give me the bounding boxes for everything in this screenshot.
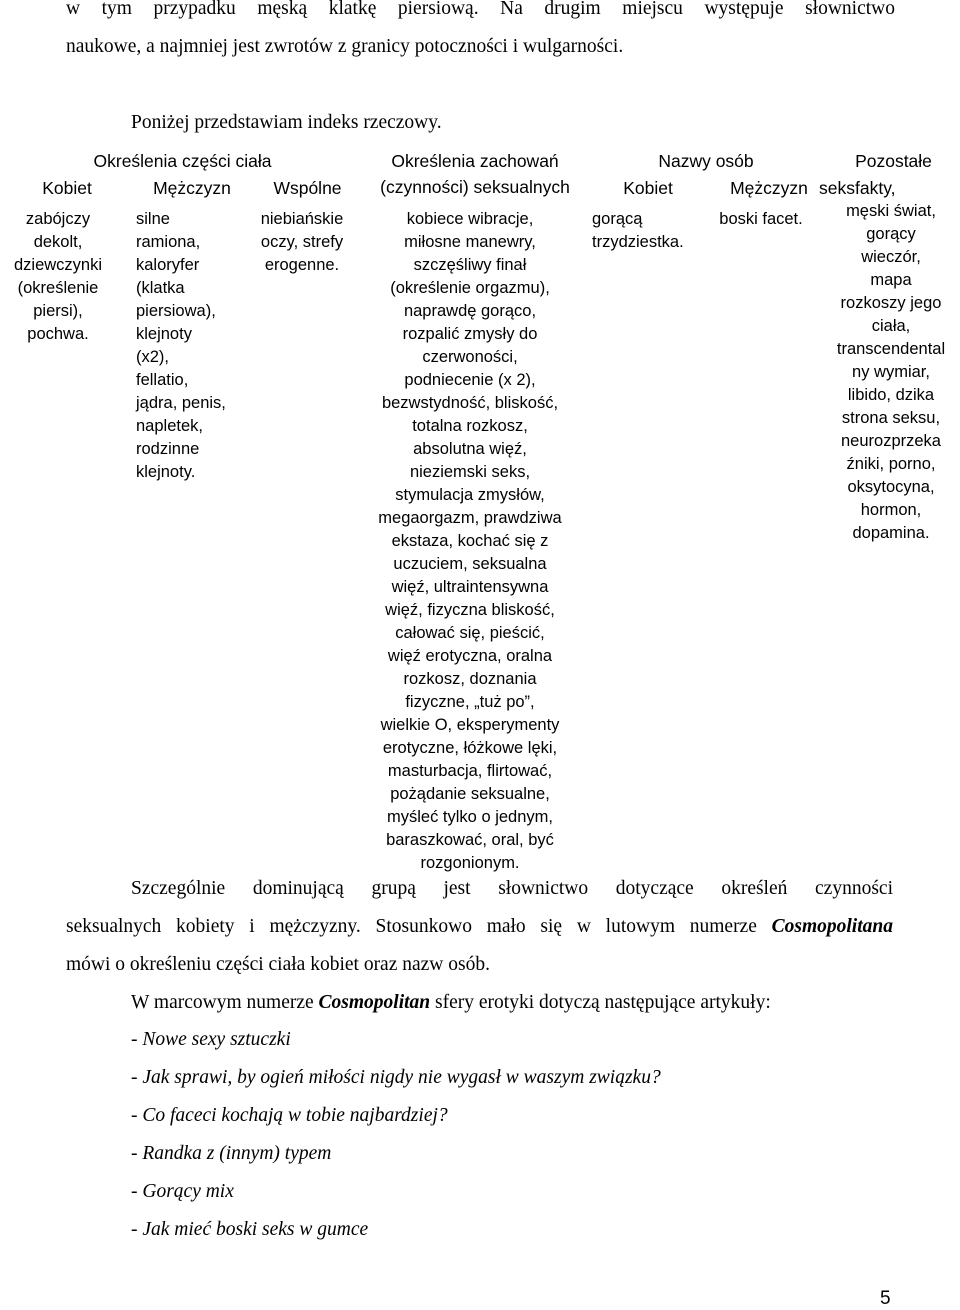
article-title: - Jak sprawi, by ogień miłości nigdy nie wygasł w waszym związku?	[131, 1067, 661, 1088]
cell-line: więź, fizyczna bliskość,	[385, 601, 555, 619]
cell-line: hormon,	[860, 501, 922, 519]
magazine-title: Cosmopolitana	[771, 916, 893, 937]
cell-line: dekolt,	[33, 233, 83, 251]
cell-line: więź erotyczna, oralna	[387, 647, 553, 665]
cell-line: jądra, penis,	[136, 394, 226, 412]
cell-line: męski świat,	[846, 202, 936, 220]
cell-line: baraszkować, oral, być	[386, 831, 554, 849]
cell-line: wielkie O, eksperymenty	[380, 716, 560, 734]
cell-line: podniecenie (x 2),	[404, 371, 536, 389]
cell-line: piersiowa),	[136, 302, 216, 320]
cell-behaviours	[364, 208, 576, 875]
cell-line: fellatio,	[136, 371, 189, 389]
article-title: - Co faceci kochają w tobie najbardziej?	[131, 1105, 448, 1126]
cell-line: ciała,	[871, 317, 911, 335]
magazine-title: Cosmopolitan	[318, 992, 431, 1013]
cell-line: dziewczynki	[13, 256, 103, 274]
cell-line: myśleć tylko o jednym,	[387, 808, 553, 826]
march-intro-text: sfery erotyki dotyczą następujące artykuły:	[430, 992, 771, 1013]
cell-line: erotyczne, łóżkowe lęki,	[382, 739, 558, 757]
cell-line: naprawdę gorąco,	[403, 302, 537, 320]
cell-other	[822, 200, 960, 545]
conclusion-line: Szczególnie dominującą grupą jest słownictwo dotyczące określeń czynności	[131, 878, 893, 899]
cell-line: (określenie orgazmu),	[390, 279, 550, 297]
cell-line: ny wymiar,	[852, 363, 930, 381]
cell-line: rozgonionym.	[420, 854, 520, 872]
header-persons: Nazwy osób	[658, 151, 754, 171]
body-text-line: w tym przypadku męską klatkę piersiową. Na drugim miejscu występuje słownictwo	[66, 0, 895, 19]
conclusion-text: seksualnych kobiety i mężczyzny. Stosunkowo mało się w lutowym numerze	[66, 916, 772, 937]
cell-line: kobiece wibracje,	[406, 210, 534, 228]
cell-line: całować się, pieścić,	[395, 624, 545, 642]
cell-line: klejnoty	[136, 325, 192, 343]
cell-line: napletek,	[136, 417, 203, 435]
page-number: 5	[880, 1288, 891, 1309]
conclusion-line	[66, 908, 893, 946]
subheader-persons-women: Kobiet	[623, 178, 673, 198]
cell-other-first: seksfakty,	[819, 178, 896, 198]
cell-line: piersi),	[33, 302, 83, 320]
cell-line: mapa	[870, 271, 912, 289]
cell-line: libido, dzika	[847, 386, 935, 404]
cell-line: nieziemski seks,	[409, 463, 531, 481]
cell-line: transcendental	[836, 340, 946, 358]
cell-line: ekstaza, kochać się z	[391, 532, 549, 550]
cell-line: gorący	[866, 225, 916, 243]
cell-line: kaloryfer	[136, 256, 200, 274]
cell-line: absolutna więź,	[413, 440, 527, 458]
cell-line: klejnoty.	[136, 463, 196, 481]
cell-line: masturbacja, flirtować,	[387, 762, 553, 780]
cell-persons-women	[592, 208, 710, 254]
cell-line: erogenne.	[264, 256, 340, 274]
subheader-men: Mężczyzn	[153, 178, 231, 198]
subheader-women: Kobiet	[42, 178, 92, 198]
cell-body-common	[248, 208, 356, 277]
header-behaviours: Określenia zachowań	[391, 151, 559, 171]
cell-line: zabójczy	[25, 210, 91, 228]
cell-line: fizyczne, „tuż po”,	[405, 693, 535, 711]
march-intro	[131, 984, 771, 1022]
cell-line: neurozprzeka	[841, 432, 941, 450]
cell-persons-men	[711, 208, 811, 231]
article-title: - Gorący mix	[131, 1181, 234, 1202]
cell-line: miłosne manewry,	[404, 233, 536, 251]
cell-body-men	[136, 208, 246, 484]
cell-line: szczęśliwy finał	[413, 256, 527, 274]
cell-line: wieczór,	[861, 248, 921, 266]
cell-line: trzydziestka.	[592, 233, 684, 251]
cell-line: dopamina.	[852, 524, 930, 542]
cell-line: więź, ultraintensywna	[391, 578, 549, 596]
cell-line: totalna rozkosz,	[412, 417, 528, 435]
header-other: Pozostałe	[855, 151, 932, 171]
cell-line: stymulacja zmysłów,	[395, 486, 545, 504]
conclusion-line: mówi o określeniu części ciała kobiet oraz nazw osób.	[66, 954, 490, 975]
cell-line: silne	[136, 210, 170, 228]
cell-line: strona seksu,	[841, 409, 941, 427]
header-body-parts: Określenia części ciała	[93, 151, 272, 171]
article-title: - Jak mieć boski seks w gumce	[131, 1219, 369, 1240]
cell-line: oczy, strefy	[260, 233, 344, 251]
cell-line: bezwstydność, bliskość,	[381, 394, 559, 412]
cell-line: rozpalić zmysły do	[402, 325, 538, 343]
cell-line: megaorgazm, prawdziwa	[378, 509, 562, 527]
cell-line: uczuciem, seksualna	[393, 555, 547, 573]
subheader-common: Wspólne	[273, 178, 342, 198]
march-intro-text: W marcowym numerze	[131, 992, 319, 1013]
cell-line: pochwa.	[27, 325, 89, 343]
cell-line: niebiańskie	[260, 210, 344, 228]
cell-line: (klatka	[136, 279, 185, 297]
body-text-line: naukowe, a najmniej jest zwrotów z granicy potoczności i wulgarności.	[66, 36, 624, 57]
cell-line: rodzinne	[136, 440, 200, 458]
subheader-persons-men: Mężczyzn	[730, 178, 808, 198]
cell-line: czerwoności,	[422, 348, 518, 366]
cell-line: oksytocyna,	[847, 478, 935, 496]
cell-line: rozkosz, doznania	[403, 670, 537, 688]
cell-line: ramiona,	[136, 233, 201, 251]
cell-line: rozkoszy jego	[840, 294, 942, 312]
cell-body-women	[0, 208, 116, 346]
cell-line: (x2),	[136, 348, 169, 366]
cell-line: (określenie	[17, 279, 99, 297]
article-title: - Nowe sexy sztuczki	[131, 1029, 291, 1050]
header-behaviours-sub: (czynności) seksualnych	[380, 177, 570, 197]
cell-line: źniki, porno,	[846, 455, 936, 473]
article-title: - Randka z (innym) typem	[131, 1143, 332, 1164]
index-intro: Poniżej przedstawiam indeks rzeczowy.	[131, 112, 442, 133]
cell-line: boski facet.	[719, 210, 803, 228]
cell-line: gorącą	[592, 210, 643, 228]
cell-line: pożądanie seksualne,	[390, 785, 550, 803]
